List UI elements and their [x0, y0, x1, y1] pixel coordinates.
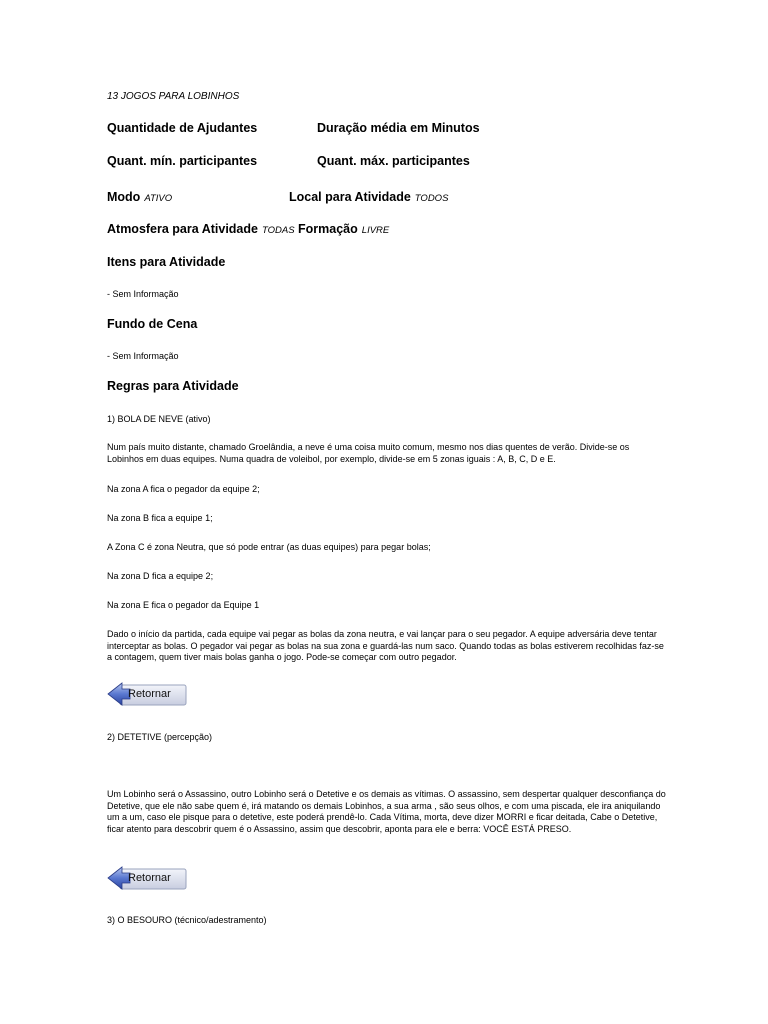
fundo-heading: Fundo de Cena [107, 317, 198, 331]
game1-rules: Dado o início da partida, cada equipe vai pegar as bolas da zona neutra, e vai lançar para o seu pegador. A equipe adversária deve tentar interceptar as bolas. O pegador vai pegar as bolas na sua zona e guardá-las num saco. Quando todas as bolas estiverem recolhidas faz-se a contagem, quem tiver mais bolas ganha o jogo. Pode-se começar com outro pegador. [107, 629, 664, 662]
local-field [289, 190, 448, 204]
game1-zona-e: Na zona E fica o pegador da Equipe 1 [107, 600, 260, 610]
local-value: TODOS [414, 193, 449, 204]
game2-text: Um Lobinho será o Assassino, outro Lobinho será o Detetive e os demais as vítimas. O assassino, sem despertar qualquer desconfiança do Detetive, que ele não sabe quem é, irá matando os demais Lobinhos, a sua arma , são seus olhos, e com uma piscada, ele ira aniquilando um a um, caso ele pisque para o detetive, este poderá prendê-lo. Cada Vítima, morta, deve dizer MORRI e ficar deitada, Cabe o Detetive, ficar atento para descobrir quem é o Assassino, assim que descobrir, aponta para ele e berra: VOCÊ ESTÁ PRESO. [107, 789, 666, 834]
formacao-value: LIVRE [361, 225, 390, 236]
retornar-label-1: Retornar [128, 688, 171, 700]
game1-title: 1) BOLA DE NEVE (ativo) [107, 414, 211, 424]
formacao-label: Formação [298, 222, 358, 236]
game3-title: 3) O BESOURO (técnico/adestramento) [107, 915, 267, 925]
modo-field [107, 190, 172, 204]
ajudantes-label: Quantidade de Ajudantes [107, 121, 258, 135]
local-label: Local para Atividade [289, 190, 411, 204]
itens-heading: Itens para Atividade [107, 255, 226, 269]
itens-text: - Sem Informação [107, 289, 179, 299]
min-participantes-label: Quant. mín. participantes [107, 154, 258, 168]
game1-zona-d: Na zona D fica a equipe 2; [107, 571, 214, 581]
game1-zona-a: Na zona A fica o pegador da equipe 2; [107, 484, 260, 494]
atmosfera-label: Atmosfera para Atividade [107, 222, 258, 236]
atmosfera-value: TODAS [261, 225, 295, 236]
retornar-label-2: Retornar [128, 872, 171, 884]
fundo-text: - Sem Informação [107, 351, 179, 361]
duracao-label: Duração média em Minutos [317, 121, 480, 135]
retornar-button-2[interactable] [106, 864, 188, 894]
max-participantes-label: Quant. máx. participantes [317, 154, 470, 168]
game2-title: 2) DETETIVE (percepção) [107, 732, 213, 742]
regras-heading: Regras para Atividade [107, 379, 239, 393]
game1-intro: Num país muito distante, chamado Groelândia, a neve é uma coisa muito comum, mesmo nos dias quentes de verão. Divide-se os Lobinhos em duas equipes. Numa quadra de voleibol, por exemplo, divide-se em 5 zonas iguais : A, B, C, D e E. [107, 442, 630, 464]
retornar-button-1[interactable] [106, 680, 188, 710]
document-title: 13 JOGOS PARA LOBINHOS [107, 91, 240, 102]
game1-zona-b: Na zona B fica a equipe 1; [107, 513, 213, 523]
modo-value: ATIVO [144, 193, 173, 204]
atmosfera-formacao-field [107, 222, 389, 236]
modo-label: Modo [107, 190, 141, 204]
game1-zona-c: A Zona C é zona Neutra, que só pode entrar (as duas equipes) para pegar bolas; [107, 542, 431, 552]
